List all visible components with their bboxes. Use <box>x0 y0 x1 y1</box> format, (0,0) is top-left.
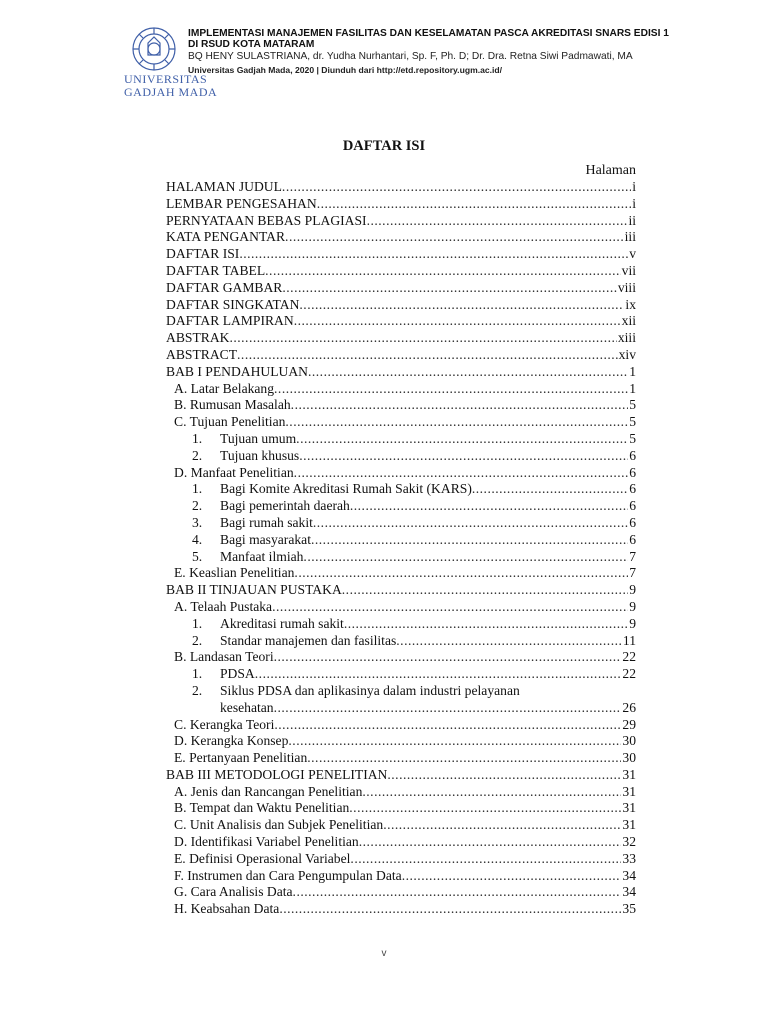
toc-entry <box>166 297 636 314</box>
toc-entry-label: D. Kerangka Konsep <box>174 733 289 749</box>
toc-entry-label-group <box>174 599 272 616</box>
toc-entry-page: 6 <box>629 498 636 514</box>
toc-entry-page: 7 <box>629 565 636 581</box>
toc-entry-label-group <box>174 717 274 734</box>
toc-entry <box>166 179 636 196</box>
toc-entry-label-group <box>166 213 367 230</box>
toc-entry-page: 33 <box>622 850 636 866</box>
toc-entry <box>166 901 636 918</box>
toc-entry <box>166 364 636 381</box>
toc-entry-page: 1 <box>629 380 636 396</box>
toc-entry-page: 31 <box>622 817 636 833</box>
toc-entry-label: Siklus PDSA dan aplikasinya dalam industri pelayanan <box>220 682 520 698</box>
toc-entry-number: 2. <box>192 632 203 648</box>
toc-entry-label-group <box>166 297 299 314</box>
toc-entry-line <box>166 683 636 700</box>
toc-entry-label: D. Identifikasi Variabel Penelitian <box>174 834 359 850</box>
toc-entry-label-group <box>174 397 291 414</box>
toc-entry <box>166 767 636 784</box>
toc-entry-label-group <box>174 834 359 851</box>
toc-entry <box>166 582 636 599</box>
toc-entry-page: 26 <box>622 699 636 715</box>
toc-entry-number: 3. <box>192 514 203 530</box>
toc-entry-page: 9 <box>629 598 636 614</box>
dot-leader <box>313 515 628 532</box>
toc-entry-label: LEMBAR PENGESAHAN <box>166 195 317 211</box>
toc-entry-page: v <box>629 246 636 262</box>
toc-entry-label: Bagi rumah sakit <box>220 514 313 530</box>
toc-entry-label: PDSA <box>220 666 255 682</box>
toc-entry-label-group <box>166 347 237 364</box>
toc-entry-label: DAFTAR LAMPIRAN <box>166 313 294 329</box>
dot-leader <box>350 498 628 515</box>
toc-entry-number: 1. <box>192 666 203 682</box>
toc-entry-label: E. Pertanyaan Penelitian <box>174 750 308 766</box>
toc-entry-number: 1. <box>192 430 203 446</box>
toc-entry <box>166 481 636 498</box>
toc-entry-page: 35 <box>622 901 636 917</box>
toc-entry-label-group <box>192 431 296 448</box>
toc-entry-label-group <box>192 448 299 465</box>
toc-entry-label-group <box>166 364 308 381</box>
thesis-title-line1: IMPLEMENTASI MANAJEMEN FASILITAS DAN KESELAMATAN PASCA AKREDITASI SNARS EDISI 1 <box>188 28 669 39</box>
dot-leader <box>282 280 616 297</box>
toc-entry-label-group <box>174 884 293 901</box>
toc-entry <box>166 280 636 297</box>
repository-source: Universitas Gadjah Mada, 2020 | Diunduh dari http://etd.repository.ugm.ac.id/ <box>188 65 503 75</box>
toc-entry-label-group <box>166 246 239 263</box>
toc-entry-label: Manfaat ilmiah <box>220 548 304 564</box>
toc-entry-label-group <box>192 666 255 683</box>
table-of-contents <box>166 179 636 918</box>
toc-entry-page: 6 <box>629 464 636 480</box>
toc-entry <box>166 700 636 717</box>
dot-leader <box>294 313 621 330</box>
dot-leader <box>229 330 616 347</box>
toc-entry-page: 30 <box>622 750 636 766</box>
toc-entry-label-group <box>166 767 387 784</box>
toc-entry <box>166 599 636 616</box>
toc-entry-number: 1. <box>192 615 203 631</box>
toc-entry-label-group <box>174 784 362 801</box>
thesis-title-line2: DI RSUD KOTA MATARAM <box>188 39 315 50</box>
toc-entry-label-group <box>192 532 311 549</box>
dot-leader <box>294 565 628 582</box>
dot-leader <box>299 297 624 314</box>
toc-entry-label-group <box>166 229 285 246</box>
dot-leader <box>311 532 628 549</box>
toc-entry-label-group <box>174 851 350 868</box>
dot-leader <box>294 465 629 482</box>
dot-leader <box>279 901 621 918</box>
toc-entry-label: DAFTAR SINGKATAN <box>166 296 300 312</box>
toc-entry-label: F. Instrumen dan Cara Pengumpulan Data <box>174 867 402 883</box>
toc-entry-page: 9 <box>629 582 636 598</box>
toc-entry-label: E. Keaslian Penelitian <box>174 565 295 581</box>
toc-entry-number: 5. <box>192 548 203 564</box>
toc-entry-label-group <box>174 901 279 918</box>
toc-entry-page: vii <box>621 262 636 278</box>
toc-entry-label: DAFTAR GAMBAR <box>166 279 283 295</box>
toc-entry-label-group <box>166 196 317 213</box>
dot-leader <box>308 364 628 381</box>
toc-entry-label: PERNYATAAN BEBAS PLAGIASI <box>166 212 367 228</box>
toc-entry-label: Bagi masyarakat <box>220 531 311 547</box>
toc-entry-label-group <box>174 414 285 431</box>
toc-entry <box>166 515 636 532</box>
dot-leader <box>303 549 628 566</box>
toc-entry-label-group <box>166 330 229 347</box>
toc-entry-label: BAB I PENDAHULUAN <box>166 363 308 379</box>
toc-entry-page: 32 <box>622 834 636 850</box>
dot-leader <box>296 431 628 448</box>
toc-entry-page: 6 <box>629 531 636 547</box>
university-logo <box>124 26 218 99</box>
toc-entry-label-group <box>166 313 294 330</box>
dot-leader <box>272 599 628 616</box>
dot-leader <box>239 246 628 263</box>
toc-entry-label: Bagi pemerintah daerah <box>220 498 350 514</box>
toc-entry <box>166 733 636 750</box>
toc-entry <box>166 616 636 633</box>
toc-entry-page: 6 <box>629 447 636 463</box>
toc-entry-page: 1 <box>629 363 636 379</box>
dot-leader <box>274 717 621 734</box>
toc-entry-page: xiv <box>618 346 636 362</box>
toc-entry <box>166 213 636 230</box>
toc-entry <box>166 246 636 263</box>
toc-entry <box>166 229 636 246</box>
toc-entry-page: 6 <box>629 514 636 530</box>
toc-entry <box>166 750 636 767</box>
toc-entry <box>166 196 636 213</box>
toc-entry-label-group <box>174 465 294 482</box>
toc-entry-label: Standar manajemen dan fasilitas <box>220 632 397 648</box>
toc-entry <box>166 717 636 734</box>
toc-entry <box>166 465 636 482</box>
toc-entry-page: xii <box>621 313 636 329</box>
dot-leader <box>472 481 628 498</box>
toc-entry-label-group <box>174 868 402 885</box>
toc-entry-label: HALAMAN JUDUL <box>166 179 282 194</box>
dot-leader <box>307 750 621 767</box>
toc-entry <box>166 884 636 901</box>
toc-entry-label: DAFTAR TABEL <box>166 262 266 278</box>
dot-leader <box>342 582 628 599</box>
toc-entry-page: 7 <box>629 548 636 564</box>
toc-entry-number: 2. <box>192 682 203 698</box>
dot-leader <box>349 800 621 817</box>
dot-leader <box>317 196 632 213</box>
dot-leader <box>282 179 631 196</box>
page-number: v <box>381 948 387 959</box>
dot-leader <box>299 448 628 465</box>
page-column-label: Halaman <box>585 163 636 178</box>
page-title: DAFTAR ISI <box>342 138 426 154</box>
toc-entry <box>166 834 636 851</box>
toc-entry-page: 29 <box>622 716 636 732</box>
toc-entry-label-group <box>174 800 349 817</box>
toc-entry-label: C. Kerangka Teori <box>174 716 275 732</box>
toc-entry-label: C. Unit Analisis dan Subjek Penelitian <box>174 817 384 833</box>
university-name-line2: GADJAH MADA <box>124 85 218 99</box>
toc-entry-number: 2. <box>192 498 203 514</box>
dot-leader <box>291 397 629 414</box>
dot-leader <box>367 213 628 230</box>
toc-entry-label: B. Landasan Teori <box>174 649 274 665</box>
toc-entry <box>166 414 636 431</box>
toc-entry-label: A. Latar Belakang <box>174 380 275 396</box>
dot-leader <box>288 733 621 750</box>
toc-entry-label: BAB II TINJAUAN PUSTAKA <box>166 582 342 598</box>
dot-leader <box>383 817 621 834</box>
toc-entry <box>166 532 636 549</box>
toc-entry-label-group <box>166 280 282 297</box>
toc-entry <box>166 431 636 448</box>
toc-entry-label: ABSTRACT <box>166 346 238 362</box>
toc-entry-label: Tujuan khusus <box>220 447 300 463</box>
toc-entry-label: A. Telaah Pustaka <box>174 598 273 614</box>
toc-entry <box>166 784 636 801</box>
toc-entry-label-group <box>166 179 282 196</box>
dot-leader <box>285 414 628 431</box>
toc-entry-page: i <box>632 179 636 194</box>
toc-entry-page: 22 <box>622 649 636 665</box>
toc-entry-page: 34 <box>622 884 636 900</box>
toc-entry-page: 5 <box>629 430 636 446</box>
dot-leader <box>285 229 624 246</box>
toc-entry-label: G. Cara Analisis Data <box>174 884 293 900</box>
toc-entry <box>166 347 636 364</box>
toc-entry-label: Tujuan umum <box>220 430 297 446</box>
toc-entry <box>166 565 636 582</box>
toc-entry-label-group <box>192 515 313 532</box>
ugm-emblem-icon <box>128 26 180 72</box>
dot-leader <box>402 868 622 885</box>
toc-entry-page: iii <box>624 229 636 245</box>
toc-entry <box>166 397 636 414</box>
toc-entry-label-group <box>174 381 274 398</box>
document-header <box>124 22 744 99</box>
toc-entry <box>166 549 636 566</box>
toc-entry <box>166 313 636 330</box>
toc-entry <box>166 851 636 868</box>
toc-entry <box>166 330 636 347</box>
toc-entry-label-group <box>192 549 303 566</box>
toc-entry-label-group <box>192 498 350 515</box>
toc-entry-label-group <box>174 750 307 767</box>
toc-entry-label: KATA PENGANTAR <box>166 229 286 245</box>
toc-entry <box>166 633 636 650</box>
toc-entry-page: 31 <box>622 783 636 799</box>
toc-entry-page: 11 <box>622 632 636 648</box>
toc-entry-number: 4. <box>192 531 203 547</box>
toc-entry-page: 31 <box>622 800 636 816</box>
toc-entry-label: E. Definisi Operasional Variabel <box>174 850 351 866</box>
toc-entry-page: 30 <box>622 733 636 749</box>
toc-entry-label: A. Jenis dan Rancangan Penelitian <box>174 783 363 799</box>
toc-entry-page: 5 <box>629 397 636 413</box>
dot-leader <box>274 700 622 717</box>
toc-entry-label: DAFTAR ISI <box>166 246 240 262</box>
university-name-line1: UNIVERSITAS <box>124 72 208 86</box>
toc-entry-page: viii <box>617 279 636 295</box>
toc-entry-label-group <box>166 263 265 280</box>
toc-entry-label-group <box>192 481 472 498</box>
toc-entry-label: B. Rumusan Masalah <box>174 397 291 413</box>
toc-entry-label-group <box>192 633 396 650</box>
dot-leader <box>274 649 622 666</box>
toc-entry <box>166 498 636 515</box>
toc-entry-label-group <box>192 616 344 633</box>
toc-entry-page: xiii <box>617 330 636 346</box>
toc-entry-number: 2. <box>192 447 203 463</box>
toc-entry <box>166 263 636 280</box>
toc-entry-page: 9 <box>629 615 636 631</box>
toc-entry-label-group <box>166 582 342 599</box>
toc-entry <box>166 649 636 666</box>
dot-leader <box>274 381 628 398</box>
toc-entry-label: Bagi Komite Akreditasi Rumah Sakit (KARS) <box>220 481 472 497</box>
toc-entry-label: C. Tujuan Penelitian <box>174 414 286 430</box>
dot-leader <box>359 834 622 851</box>
toc-entry <box>166 666 636 683</box>
thesis-authors: BQ HENY SULASTRIANA, dr. Yudha Nurhantari, Sp. F, Ph. D; Dr. Dra. Retna Siwi Padmawati, MA <box>188 51 633 62</box>
toc-entry <box>166 817 636 834</box>
toc-entry-label: B. Tempat dan Waktu Penelitian <box>174 800 350 816</box>
dot-leader <box>265 263 620 280</box>
toc-entry <box>166 868 636 885</box>
toc-entry <box>166 381 636 398</box>
toc-entry-page: 22 <box>622 666 636 682</box>
toc-entry-page: ix <box>625 296 636 312</box>
toc-entry-label: ABSTRAK <box>166 330 230 346</box>
toc-entry <box>166 800 636 817</box>
toc-entry-label: H. Keabsahan Data <box>174 901 280 917</box>
toc-entry-label-group <box>174 817 383 834</box>
dot-leader <box>293 884 622 901</box>
dot-leader <box>387 767 621 784</box>
dot-leader <box>362 784 621 801</box>
toc-entry-label: D. Manfaat Penelitian <box>174 464 294 480</box>
dot-leader <box>255 666 622 683</box>
dot-leader <box>350 851 621 868</box>
dot-leader <box>344 616 628 633</box>
toc-entry-page: i <box>632 195 636 211</box>
toc-entry-label-group <box>174 565 294 582</box>
toc-entry-page: 31 <box>622 766 636 782</box>
toc-entry-label: BAB III METODOLOGI PENELITIAN <box>166 766 388 782</box>
dot-leader <box>396 633 622 650</box>
toc-entry-page: ii <box>628 212 636 228</box>
toc-entry-label-group <box>174 733 288 750</box>
toc-entry-label: Akreditasi rumah sakit <box>220 615 344 631</box>
toc-entry-page: 34 <box>622 867 636 883</box>
toc-entry-page: 5 <box>629 414 636 430</box>
toc-entry-continuation: kesehatan <box>220 699 274 715</box>
toc-entry <box>166 448 636 465</box>
toc-entry-number: 1. <box>192 481 203 497</box>
dot-leader <box>237 347 618 364</box>
toc-entry-page: 6 <box>629 481 636 497</box>
toc-entry-label-group <box>174 649 274 666</box>
